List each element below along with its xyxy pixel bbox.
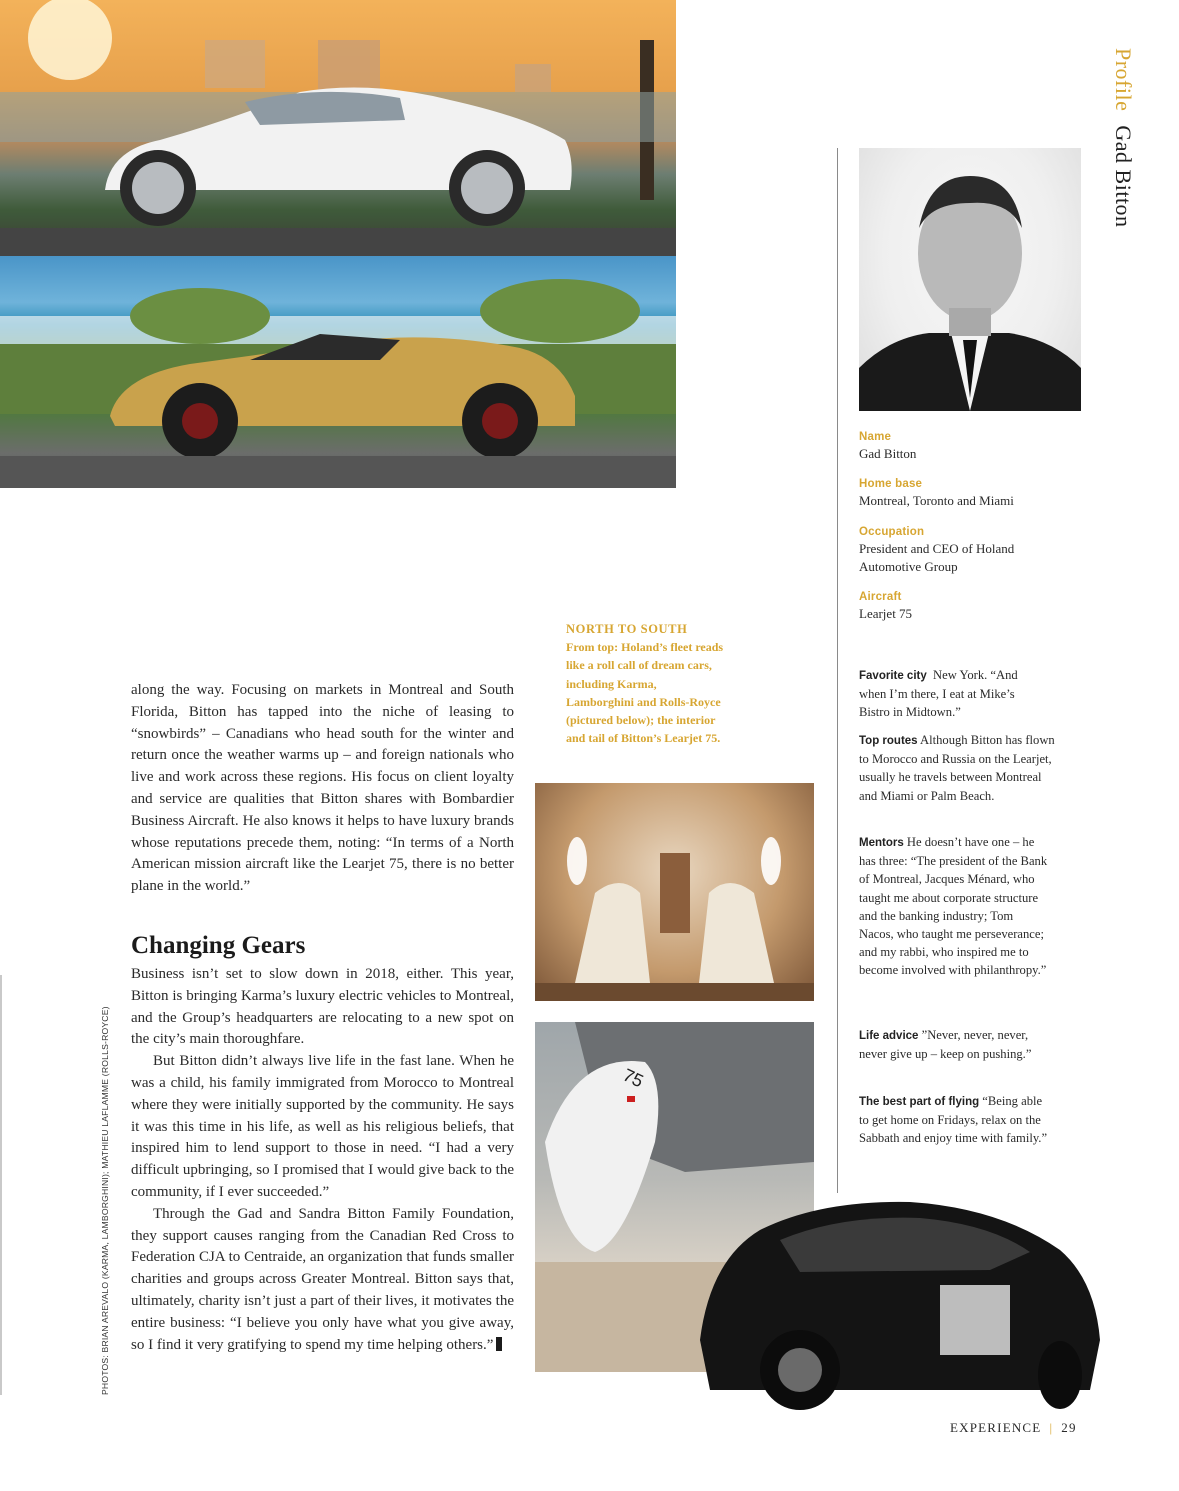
- magazine-name: EXPERIENCE: [950, 1420, 1042, 1435]
- note-label: Top routes: [859, 735, 918, 747]
- note-text: He doesn’t have one – he has three: “The president of the Bank of Montreal, Jacques Ménard, who taught me about corporate structure and the banking industry; Tom Nacos, who taught me perseverance; and my rabbi, who inspired me to become involved with philanthropy.”: [859, 835, 1048, 978]
- rolls-royce-car-photo: [690, 1190, 1110, 1420]
- page-footer: [950, 1420, 1077, 1436]
- article-continued: [131, 964, 514, 1356]
- fact-home-base: [859, 478, 1069, 510]
- credit-rule: [0, 975, 2, 1395]
- paragraph-text: along the way. Focusing on markets in Montreal and South Florida, Bitton has tapped into the niche of leasing to “snowbirds” – Canadians who head south for the winter and return once the weather warms up – and foreign nationals who live and work across these regions. His focus on client loyalty and service are qualities that Bitton shares with Bombardier Business Aircraft. He also knows it helps to have luxury brands whose reputations precede them, noting: “In terms of a North American mission aircraft like the Learjet 75, there is no better plane in the world.”: [131, 682, 514, 895]
- article-subheading: Changing Gears: [131, 932, 306, 959]
- profile-name-heading: Gad Bitton: [1111, 125, 1136, 228]
- caption-title: NORTH TO SOUTH: [566, 622, 688, 636]
- end-of-article-mark: [496, 1337, 502, 1351]
- rolls-royce-illustration: [690, 1190, 1110, 1420]
- note-label: The best part of flying: [859, 1096, 980, 1108]
- tail-number: 75: [619, 1064, 647, 1092]
- lamborghini-car-illustration: [0, 256, 676, 488]
- fact-occupation: [859, 526, 1049, 576]
- note-mentors: [859, 833, 1049, 980]
- learjet-interior-photo: [535, 783, 814, 1001]
- note-text: New York. “And when I’m there, I eat at Mike’s Bistro in Midtown.”: [859, 668, 1018, 720]
- fact-name: [859, 431, 1069, 463]
- fact-label: Aircraft: [859, 591, 902, 603]
- sidebar-divider: [837, 148, 838, 1193]
- fact-label: Name: [859, 431, 892, 443]
- paragraph-last: [131, 1204, 514, 1357]
- note-text: “Being able to get home on Fridays, relax on the Sabbath and enjoy time with family.”: [859, 1094, 1048, 1146]
- note-favorite-city: [859, 666, 1039, 722]
- photo-credit: PHOTOS: BRIAN AREVALO (KARMA, LAMBORGHINI); MATHIEU LAFLAMME (ROLLS-ROYCE): [100, 1006, 110, 1395]
- article-paragraph-1: [131, 680, 514, 898]
- note-text: Although Bitton has flown to Morocco and Russia on the Learjet, usually he travels between Montreal and Miami or Palm Beach.: [859, 733, 1055, 803]
- section-label: Profile: [1111, 48, 1136, 112]
- fact-label: Home base: [859, 478, 923, 490]
- profile-header: [1108, 48, 1148, 248]
- page-number: 29: [1061, 1420, 1077, 1435]
- paragraph-text: Through the Gad and Sandra Bitton Family Foundation, they support causes ranging from the Canadian Red Cross to Federation CJA to Centraide, an organization that funds smaller charities and groups across Greater Montreal. Bitton says that, ultimately, charity isn’t just a part of their lives, it motivates the entire business: “I believe you only have what you give away, so I find it very gratifying to spend my time helping others.”: [131, 1205, 514, 1353]
- paragraph-text: But Bitton didn’t always live life in the fast lane. When he was a child, his family immigrated from Morocco to Montreal where they were initially supported by the community. He says it was this time in his life, as well as his religious beliefs, that inspired him to lend support to those in need. “I had a very difficult upbringing, so I promised that I would give back to the community, if I ever succeeded.”: [131, 1053, 514, 1200]
- note-top-routes: [859, 731, 1059, 805]
- photo-caption: [566, 620, 726, 747]
- learjet-interior-illustration: [535, 783, 814, 1001]
- karma-car-photo: [0, 0, 676, 256]
- karma-car-illustration: [0, 0, 676, 256]
- fact-aircraft: [859, 591, 1069, 623]
- paragraph-text: Business isn’t set to slow down in 2018, either. This year, Bitton is bringing Karma’s luxury electric vehicles to Montreal, and the Group’s headquarters are relocating to a new spot on the city’s main thoroughfare.: [131, 966, 514, 1048]
- fact-value: Montreal, Toronto and Miami: [859, 493, 1014, 508]
- gad-bitton-portrait: [859, 148, 1081, 411]
- note-best-part-of-flying: [859, 1092, 1054, 1148]
- portrait-illustration: [859, 148, 1081, 411]
- fact-value: President and CEO of Holand Automotive Group: [859, 541, 1015, 574]
- fact-label: Occupation: [859, 526, 925, 538]
- fact-value: Gad Bitton: [859, 446, 917, 461]
- note-label: Favorite city: [859, 670, 927, 682]
- footer-separator: |: [1049, 1420, 1054, 1435]
- note-life-advice: [859, 1026, 1034, 1063]
- fact-value: Learjet 75: [859, 606, 913, 621]
- note-text: ”Never, never, never, never give up – keep on pushing.”: [859, 1028, 1032, 1062]
- lamborghini-car-photo: [0, 256, 676, 488]
- note-label: Life advice: [859, 1030, 919, 1042]
- caption-text: From top: Holand’s fleet reads like a roll call of dream cars, including Karma, Lamborghini and Rolls-Royce (pictured below); the interior and tail of Bitton’s Learjet 75.: [566, 640, 724, 746]
- note-label: Mentors: [859, 837, 904, 849]
